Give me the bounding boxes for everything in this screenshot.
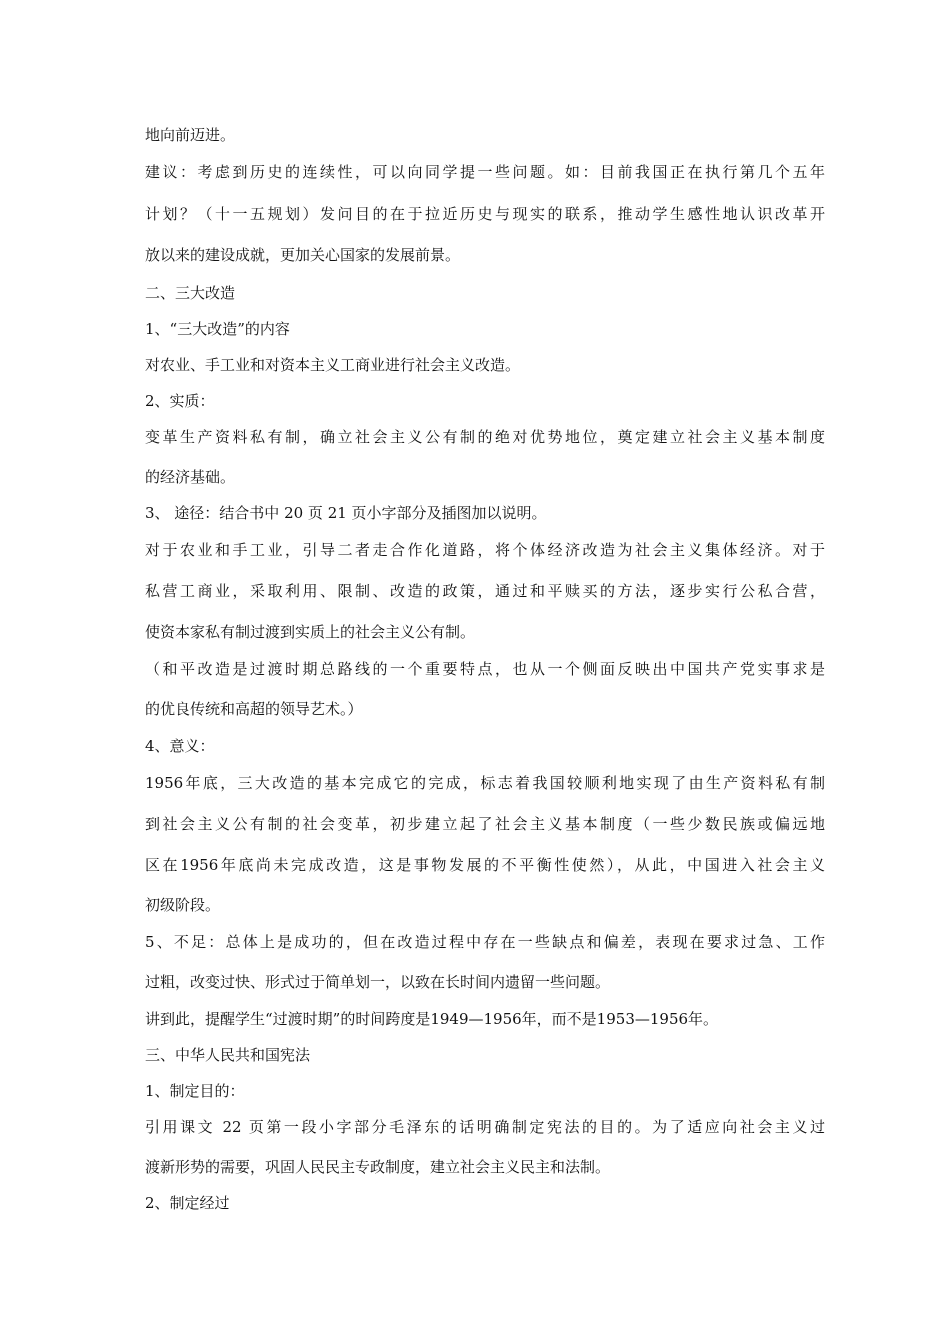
text-line: 计划？（十一五规划）发问目的在于拉近历史与现实的联系，推动学生感性地认识改革开 <box>145 205 825 223</box>
subsection-heading: 4、意义： <box>145 737 215 755</box>
text-line: 5、不足：总体上是成功的，但在改造过程中存在一些缺点和偏差，表现在要求过急、工作 <box>145 933 825 951</box>
text-line: 到社会主义公有制的社会变革，初步建立起了社会主义基本制度（一些少数民族或偏远地 <box>145 815 825 833</box>
text-line: 的优良传统和高超的领导艺术。） <box>145 700 363 718</box>
subsection-heading: 2、制定经过 <box>145 1194 230 1212</box>
subsection-heading: 1、“三大改造”的内容 <box>145 320 290 338</box>
text-line: （和平改造是过渡时期总路线的一个重要特点，也从一个侧面反映出中国共产党实事求是 <box>145 660 825 678</box>
subsection-heading: 1、制定目的： <box>145 1082 245 1100</box>
text-line: 放以来的建设成就，更加关心国家的发展前景。 <box>145 246 461 264</box>
text-line: 私营工商业，采取利用、限制、改造的政策，通过和平赎买的方法，逐步实行公私合营， <box>145 582 825 600</box>
subsection-heading: 3、 途径：结合书中 20 页 21 页小字部分及插图加以说明。 <box>145 504 547 522</box>
text-line: 渡新形势的需要，巩固人民民主专政制度，建立社会主义民主和法制。 <box>145 1158 611 1176</box>
text-line: 使资本家私有制过渡到实质上的社会主义公有制。 <box>145 623 476 641</box>
text-line: 对农业、手工业和对资本主义工商业进行社会主义改造。 <box>145 356 521 374</box>
text-line: 对于农业和手工业，引导二者走合作化道路，将个体经济改造为社会主义集体经济。对于 <box>145 541 825 559</box>
section-heading: 三、中华人民共和国宪法 <box>145 1046 311 1064</box>
text-line: 的经济基础。 <box>145 468 236 486</box>
text-line: 讲到此，提醒学生“过渡时期”的时间跨度是1949—1956年，而不是1953—1956年。 <box>145 1010 719 1028</box>
text-line: 初级阶段。 <box>145 896 221 914</box>
text-line: 建议：考虑到历史的连续性，可以向同学提一些问题。如：目前我国正在执行第几个五年 <box>145 163 825 181</box>
text-line: 地向前迈进。 <box>145 126 236 144</box>
text-line: 1956年底，三大改造的基本完成它的完成，标志着我国较顺利地实现了由生产资料私有制 <box>145 774 825 792</box>
text-line: 过粗，改变过快、形式过于简单划一，以致在长时间内遗留一些问题。 <box>145 973 611 991</box>
text-line: 变革生产资料私有制，确立社会主义公有制的绝对优势地位，奠定建立社会主义基本制度 <box>145 428 825 446</box>
text-line: 区在1956年底尚未完成改造，这是事物发展的不平衡性使然），从此，中国进入社会主义 <box>145 856 825 874</box>
section-heading: 二、三大改造 <box>145 284 236 302</box>
subsection-heading: 2、实质： <box>145 392 215 410</box>
text-line: 引用课文 22 页第一段小字部分毛泽东的话明确制定宪法的目的。为了适应向社会主义过 <box>145 1118 825 1136</box>
